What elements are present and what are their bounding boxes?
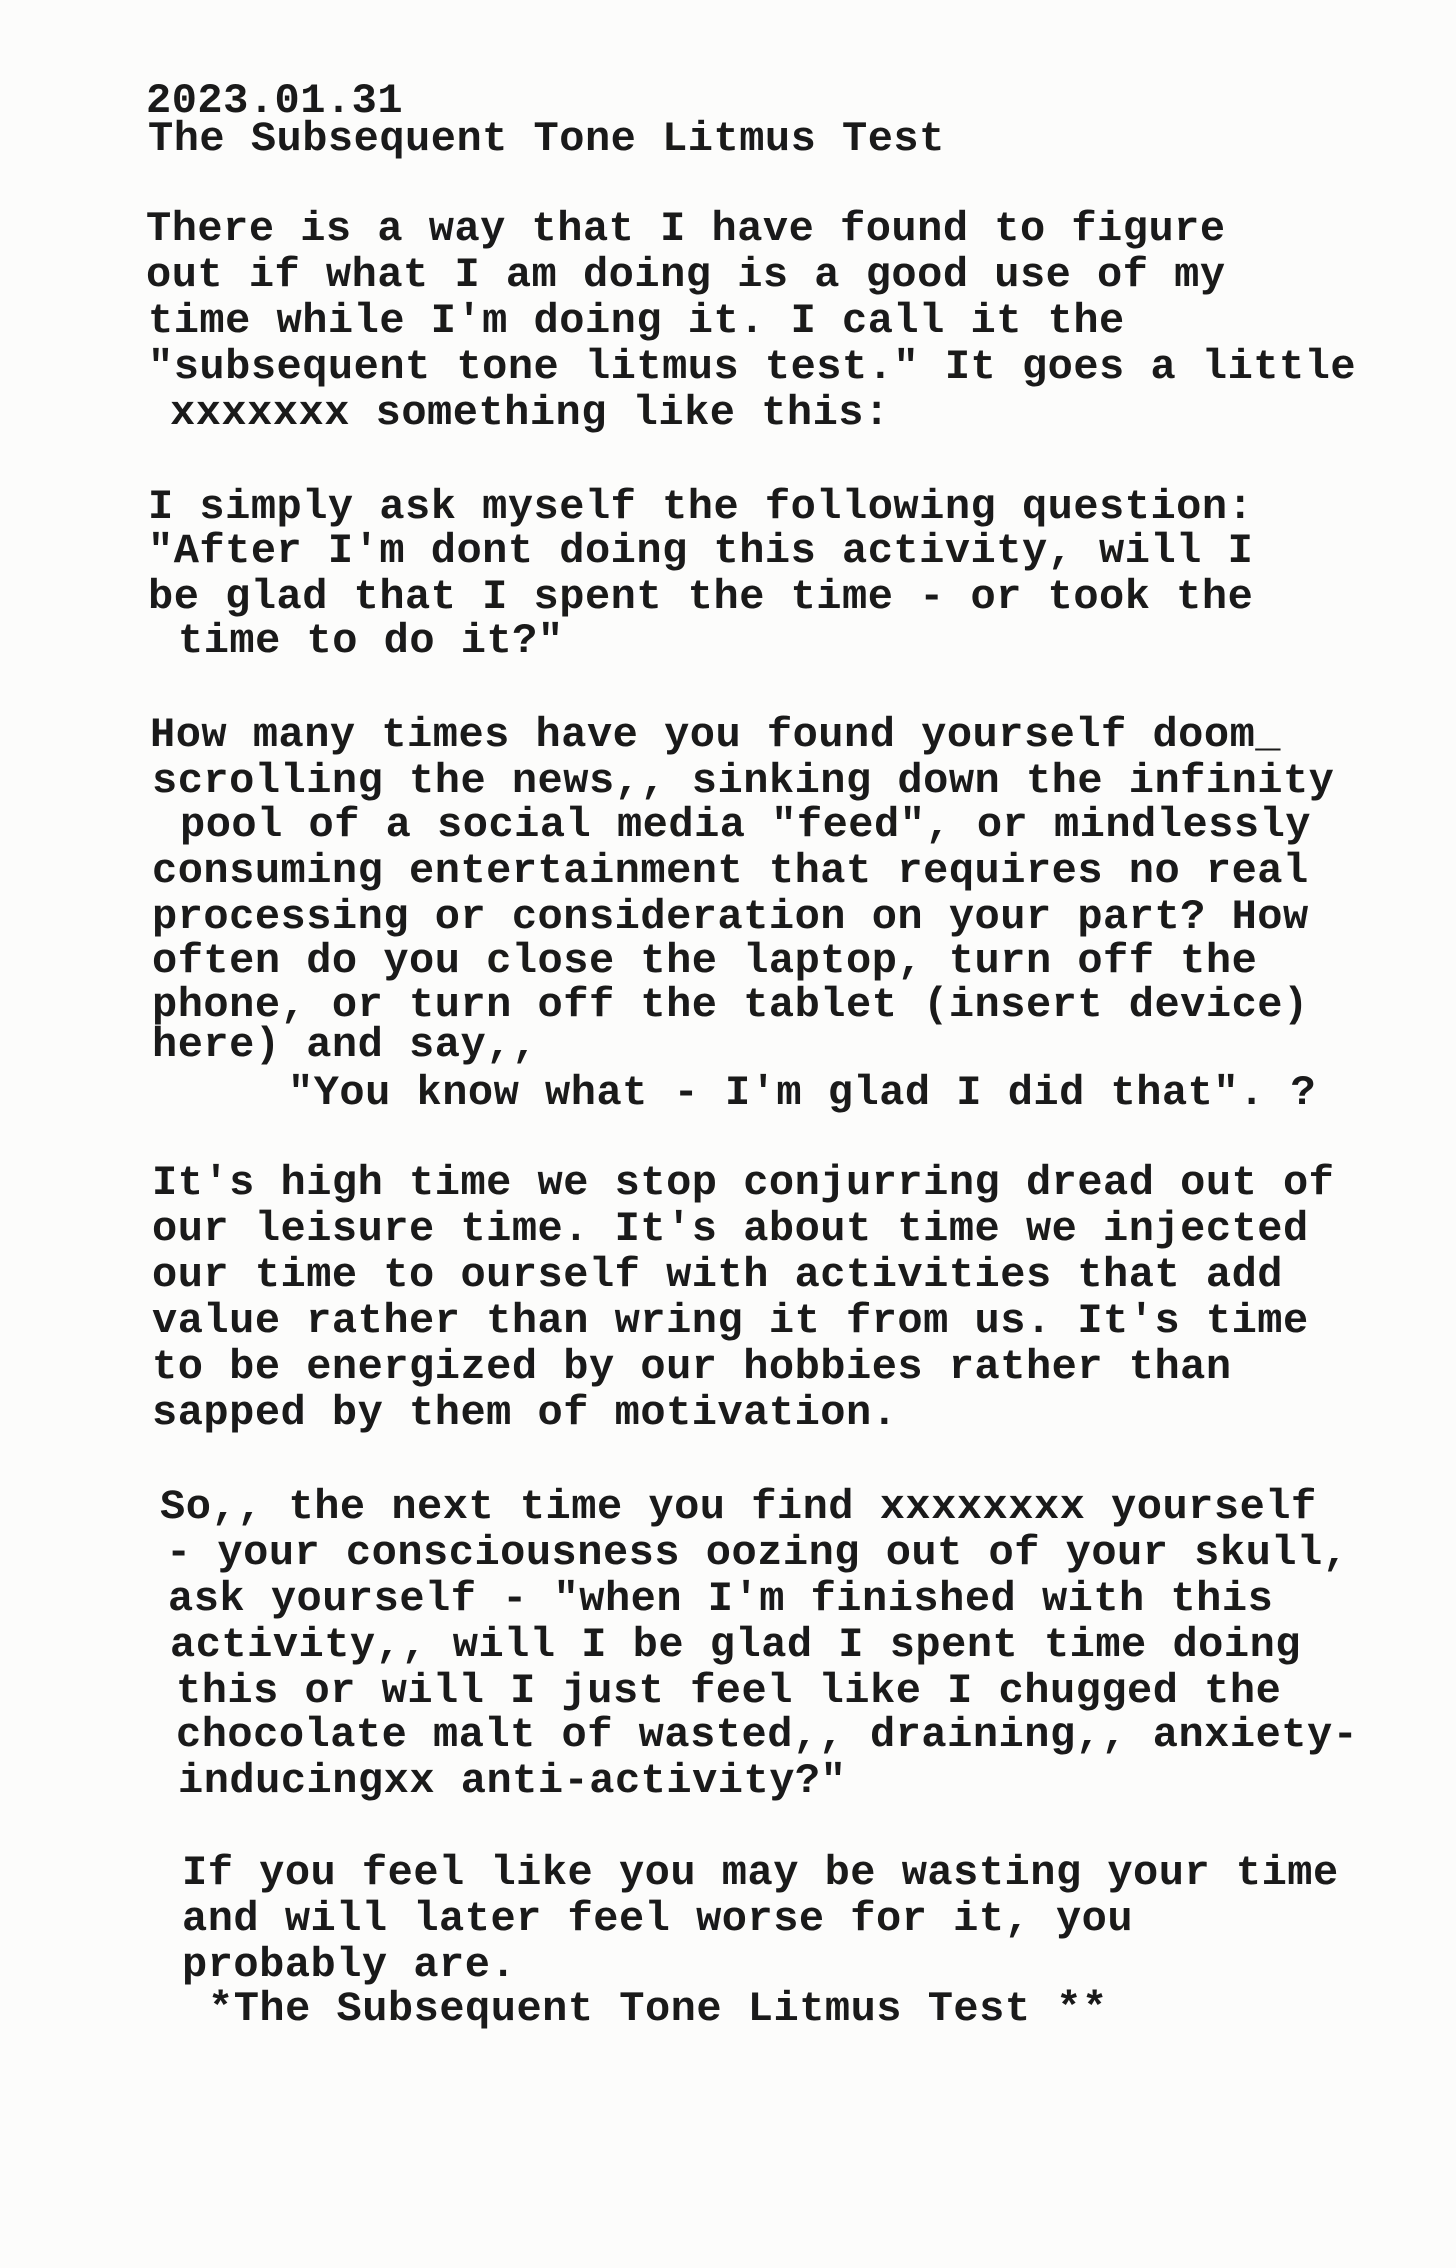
text-line: and will later feel worse for it, you	[182, 1895, 1134, 1943]
text-line: "After I'm dont doing this activity, will I	[148, 527, 1254, 575]
text-line: pool of a social media "feed", or mindlessly	[180, 801, 1311, 849]
text-line: chocolate malt of wasted,, draining,, anxiety-	[176, 1711, 1359, 1759]
text-line: activity,, will I be glad I spent time doing	[170, 1621, 1301, 1669]
text-line: sapped by them of motivation.	[152, 1389, 898, 1437]
text-line: scrolling the news,, sinking down the infinity	[152, 757, 1335, 805]
date-line: 2023.01.31	[146, 77, 404, 125]
text-line: consuming entertainment that requires no real	[152, 847, 1309, 895]
text-line: probably are.	[182, 1941, 517, 1989]
text-line: How many times have you found yourself doom_	[150, 711, 1281, 759]
text-line: be glad that I spent the time - or took the	[148, 573, 1254, 621]
text-line: value rather than wring it from us. It's time	[152, 1297, 1309, 1345]
text-line: inducingxx anti-activity?"	[178, 1757, 847, 1805]
text-line: this or will I just feel like I chugged the	[176, 1667, 1282, 1715]
text-line: phone, or turn off the tablet (insert device)	[152, 981, 1309, 1029]
text-line: xxxxxxx something like this:	[170, 389, 890, 437]
page-title: The Subsequent Tone Litmus Test	[148, 115, 945, 163]
text-line: It's high time we stop conjurring dread out of	[152, 1159, 1335, 1207]
text-line: our time to ourself with activities that add	[152, 1251, 1283, 1299]
text-line: time while I'm doing it. I call it the	[148, 297, 1125, 345]
text-line: "subsequent tone litmus test." It goes a little	[148, 343, 1357, 391]
text-line: to be energized by our hobbies rather than	[152, 1343, 1232, 1391]
text-line: time to do it?"	[178, 617, 564, 665]
text-line: our leisure time. It's about time we injected	[152, 1205, 1309, 1253]
text-line: "You know what - I'm glad I did that". ?	[288, 1069, 1317, 1117]
signature-line: *The Subsequent Tone Litmus Test **	[208, 1985, 1108, 2033]
text-line: often do you close the laptop, turn off the	[152, 937, 1258, 985]
text-line: There is a way that I have found to figure	[146, 205, 1226, 253]
text-line: I simply ask myself the following question:	[148, 483, 1254, 531]
text-line: here) and say,,	[152, 1021, 538, 1069]
text-line: If you feel like you may be wasting your time	[182, 1849, 1339, 1897]
text-line: out if what I am doing is a good use of my	[146, 251, 1226, 299]
text-line: - your consciousness oozing out of your skull,	[166, 1529, 1349, 1577]
text-line: processing or consideration on your part? How	[152, 893, 1309, 941]
text-line: ask yourself - "when I'm finished with this	[168, 1575, 1274, 1623]
text-line: So,, the next time you find xxxxxxxx yourself	[160, 1483, 1317, 1531]
